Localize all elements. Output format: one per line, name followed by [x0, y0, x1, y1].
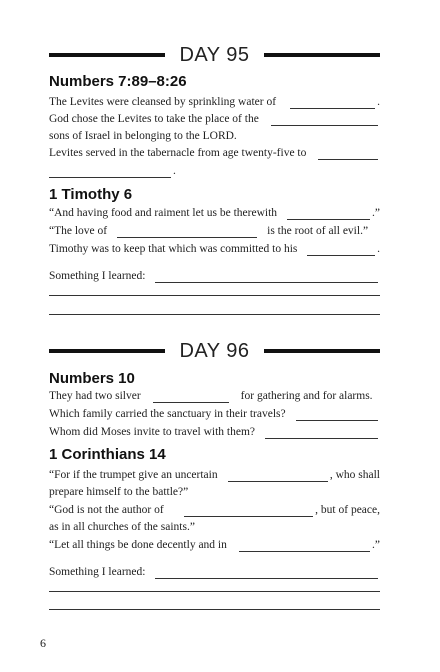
- day-title: DAY 95: [179, 44, 250, 66]
- header-rule-left: [49, 53, 165, 57]
- question-text: prepare himself to the battle?”: [49, 486, 189, 498]
- writing-rule[interactable]: [49, 314, 380, 315]
- question-text: Timothy was to keep that which was committed to his: [49, 243, 298, 255]
- question-line: [49, 131, 380, 143]
- writing-rule[interactable]: [49, 295, 380, 296]
- answer-blank[interactable]: [290, 98, 375, 109]
- question-text: Levites served in the tabernacle from age twenty-five to: [49, 147, 307, 159]
- question-line: [49, 427, 380, 439]
- answer-blank[interactable]: [271, 115, 378, 126]
- question-suffix: .”: [372, 207, 380, 219]
- question-suffix: is the root of all evil.”: [267, 225, 369, 237]
- answer-blank[interactable]: [265, 428, 378, 439]
- question-text: sons of Israel in belonging to the LORD.: [49, 130, 237, 142]
- answer-blank[interactable]: [287, 209, 370, 220]
- day-95-header: [49, 45, 380, 65]
- question-line: [49, 166, 380, 178]
- header-rule-right: [264, 349, 380, 353]
- question-suffix: , who shall: [329, 469, 380, 481]
- question-text: “For if the trumpet give an uncertain: [49, 469, 218, 481]
- answer-blank[interactable]: [49, 167, 171, 178]
- question-text: God chose the Levites to take the place of the: [49, 113, 259, 125]
- question-line: [49, 244, 380, 256]
- answer-blank[interactable]: [239, 541, 370, 552]
- learned-line: [49, 271, 380, 283]
- section-heading: Numbers 7:89–8:26: [49, 73, 187, 90]
- question-line: [49, 522, 380, 534]
- day-96-header: [49, 341, 380, 361]
- question-line: [49, 97, 380, 109]
- answer-blank[interactable]: [318, 149, 378, 160]
- question-line: [49, 505, 380, 517]
- question-line: [49, 487, 380, 499]
- answer-blank[interactable]: [307, 245, 375, 256]
- writing-rule[interactable]: [49, 591, 380, 592]
- question-suffix: .: [377, 96, 380, 108]
- learned-label: Something I learned:: [49, 270, 146, 282]
- question-text: “The love of: [49, 225, 108, 237]
- day-title: DAY 96: [179, 340, 250, 362]
- question-line: [49, 391, 380, 403]
- question-text: “And having food and raiment let us be therewith: [49, 207, 278, 219]
- section-heading: 1 Timothy 6: [49, 186, 133, 203]
- section-heading: Numbers 10: [49, 370, 135, 387]
- question-text: The Levites were cleansed by sprinkling water of: [49, 96, 277, 108]
- answer-blank[interactable]: [184, 506, 314, 517]
- header-rule-left: [49, 349, 165, 353]
- question-line: [49, 208, 380, 220]
- answer-blank[interactable]: [153, 392, 229, 403]
- question-line: [49, 540, 380, 552]
- question-text: “Let all things be done decently and in: [49, 539, 227, 551]
- question-line: [49, 114, 380, 126]
- answer-blank[interactable]: [296, 410, 378, 421]
- question-suffix: for gathering and for alarms.: [240, 390, 373, 402]
- header-rule-right: [264, 53, 380, 57]
- question-text: as in all churches of the saints.”: [49, 521, 195, 533]
- question-line: [49, 470, 380, 482]
- question-text: Whom did Moses invite to travel with them?: [49, 426, 256, 438]
- question-suffix: .: [173, 165, 176, 177]
- learned-line: [49, 567, 380, 579]
- question-text: They had two silver: [49, 390, 141, 402]
- learned-label: Something I learned:: [49, 566, 146, 578]
- question-line: [49, 409, 380, 421]
- answer-blank[interactable]: [228, 471, 328, 482]
- section-heading: 1 Corinthians 14: [49, 446, 166, 463]
- answer-blank[interactable]: [117, 227, 257, 238]
- question-text: “God is not the author of: [49, 504, 164, 516]
- learned-blank[interactable]: [155, 272, 378, 283]
- question-suffix: , but of peace,: [315, 504, 380, 516]
- writing-rule[interactable]: [49, 609, 380, 610]
- learned-blank[interactable]: [155, 568, 378, 579]
- question-line: [49, 148, 380, 160]
- question-text: Which family carried the sanctuary in their travels?: [49, 408, 286, 420]
- question-suffix: .: [377, 243, 380, 255]
- question-line: [49, 226, 380, 238]
- question-suffix: .”: [372, 539, 380, 551]
- page-number: 6: [40, 636, 46, 650]
